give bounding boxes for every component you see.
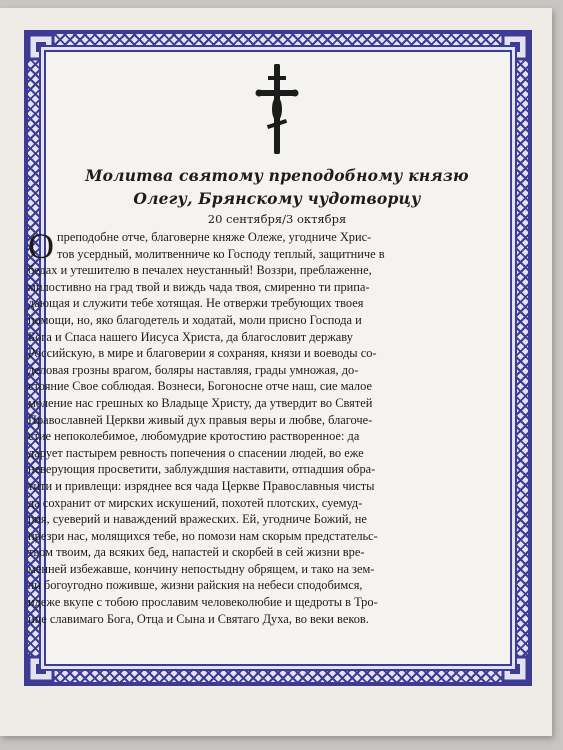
- prayer-text: [28, 226, 526, 627]
- drop-cap: О: [28, 226, 54, 266]
- text-line: помощи, но, яко благодетель и ходатай, моли присно Господа и: [28, 312, 362, 327]
- text-line: стояние Свое соблюдая. Вознеси, Богоносне отче наш, сие малое: [28, 379, 372, 394]
- text-line: ице славимаго Бога, Отца и Сына и Святаго Духа, во веки веков.: [28, 611, 369, 626]
- prayer-card: [0, 8, 552, 736]
- text-line: рия, суеверий и наваждений вражеских. Ей, угодниче Божий, не: [28, 512, 367, 527]
- title-line-1: Молитва святому преподобному князю: [85, 166, 469, 185]
- text-line: бедах и утешителю в печалех неустанный! Воззри, преблаженне,: [28, 263, 372, 278]
- text-line: стие непоколебимое, любомудрие кротостию растворенное: да: [28, 429, 360, 444]
- text-line: преподобне отче, благоверне княже Олеже, угодниче Хрис-: [57, 230, 372, 244]
- text-line: твом твоим, да всяких бед, напастей и скорбей в сей жизни вре-: [28, 545, 365, 560]
- text-line: менней избежавше, кончину непостыдну обрящем, и тако на зем-: [28, 561, 375, 576]
- text-line: дающая и служити тебе хотящая. Не отвержи требующих твоея: [28, 296, 364, 311]
- feast-date: 20 сентября/3 октября: [207, 212, 347, 226]
- text-line: деловая грозны врагом, боляры наставляя, грады умножая, до-: [28, 362, 359, 377]
- text-line: дарует пастырем ревность попечения о спасении людей, во еже: [28, 445, 364, 460]
- text-line: неверующия просветити, заблуждшия наставити, отпадшия обра-: [28, 462, 376, 477]
- text-line: ли богоугодно поживше, жизни райския на небеси сподобимся,: [28, 578, 363, 593]
- text-line: идеже вкупе с тобою прославим человеколюбие и щедроты в Тро-: [28, 595, 378, 610]
- orthodox-cross-icon: [255, 64, 299, 158]
- text-line: презри нас, молящихся тебе, но помози нам скорым предстательс-: [28, 528, 378, 543]
- prayer-title: [28, 164, 526, 210]
- text-line: тити и привлещи: изряднее вся чада Церкве Православныя чисты: [28, 478, 375, 493]
- text-line: да сохранит от мирских искушений, похотей плотских, суемуд-: [28, 495, 363, 510]
- text-line: тов усердный, молитвенниче ко Господу теплый, защитниче в: [57, 246, 385, 261]
- text-line: Бога и Спаса нашего Иисуса Христа, да благословит державу: [28, 329, 353, 344]
- text-line: Православней Церкви живый дух правыя веры и любве, благоче-: [28, 412, 373, 427]
- text-line: милостивно на град твой и виждь чада твоя, смиренно ти припа-: [28, 279, 370, 294]
- title-line-2: Олегу, Брянскому чудотворцу: [133, 189, 421, 208]
- prayer-content: [28, 64, 526, 718]
- text-line: моление нас грешных ко Владыце Христу, да утвердит во Святей: [28, 395, 373, 410]
- text-line: Российскую, в мире и благоверии я сохраняя, князи и воеводы со-: [28, 346, 377, 361]
